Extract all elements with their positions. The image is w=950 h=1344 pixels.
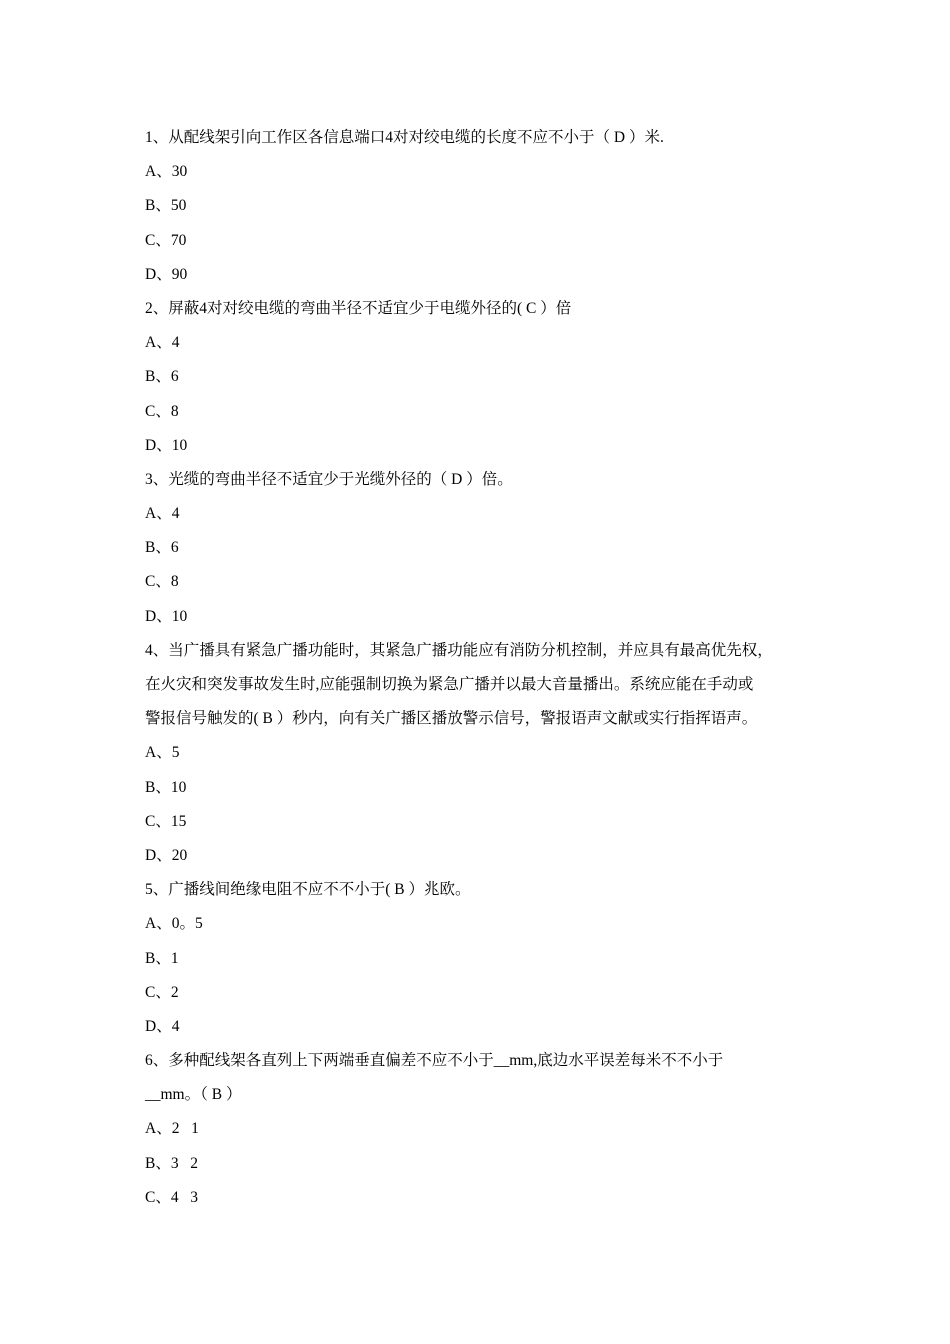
question-4-option-d: D、20	[145, 846, 188, 864]
question-6-option-b: B、3 2	[145, 1154, 198, 1172]
question-4-option-a: A、5	[145, 744, 180, 762]
question-5-text: 5、广播线间绝缘电阻不应不不小于( B ）兆欧。	[145, 881, 471, 899]
question-2-option-a: A、4	[145, 334, 180, 352]
question-3-option-a: A、4	[145, 505, 180, 523]
question-1-option-d: D、90	[145, 265, 188, 283]
question-6-option-c: C、4 3	[145, 1188, 198, 1206]
question-5-option-c: C、2	[145, 983, 179, 1001]
question-3-option-d: D、10	[145, 607, 188, 625]
question-1-text: 1、从配线架引向工作区各信息端口4对对绞电缆的长度不应不小于（ D ）米.	[145, 129, 664, 146]
question-4-text-line-3: 警报信号触发的( B ）秒内，向有关广播区播放警示信号，警报语声文献或实行指挥语声。	[145, 710, 758, 728]
question-4-option-c: C、15	[145, 812, 187, 830]
question-2-text: 2、屏蔽4对对绞电缆的弯曲半径不适宜少于电缆外径的( C ）倍	[145, 299, 572, 317]
question-1-option-c: C、70	[145, 231, 187, 249]
question-1-option-a: A、30	[145, 163, 188, 181]
question-2-option-b: B、6	[145, 368, 179, 386]
question-3-option-c: C、8	[145, 573, 179, 591]
question-6-text-line-2: __mm。（ B ）	[145, 1086, 242, 1104]
question-3-option-b: B、6	[145, 539, 179, 557]
question-4-text-line-2: 在火灾和突发事故发生时,应能强制切换为紧急广播并以最大音量播出。系统应能在手动或	[145, 676, 754, 693]
question-5-option-a: A、0。5	[145, 915, 203, 933]
question-2-option-c: C、8	[145, 402, 179, 420]
question-2-option-d: D、10	[145, 436, 188, 454]
question-4-text-line-1: 4、当广播具有紧急广播功能时，其紧急广播功能应有消防分机控制，并应具有最高优先权，	[145, 641, 773, 659]
document-body	[145, 121, 825, 1215]
question-5-option-b: B、1	[145, 949, 179, 967]
question-6-text-line-1: 6、多种配线架各直列上下两端垂直偏差不应不小于__mm,底边水平误差每米不不小于	[145, 1052, 724, 1070]
question-4-option-b: B、10	[145, 778, 187, 796]
question-6-option-a: A、2 1	[145, 1120, 199, 1138]
question-1-option-b: B、50	[145, 197, 187, 215]
question-5-option-d: D、4	[145, 1017, 180, 1035]
question-3-text: 3、光缆的弯曲半径不适宜少于光缆外径的（ D ）倍。	[145, 470, 513, 488]
